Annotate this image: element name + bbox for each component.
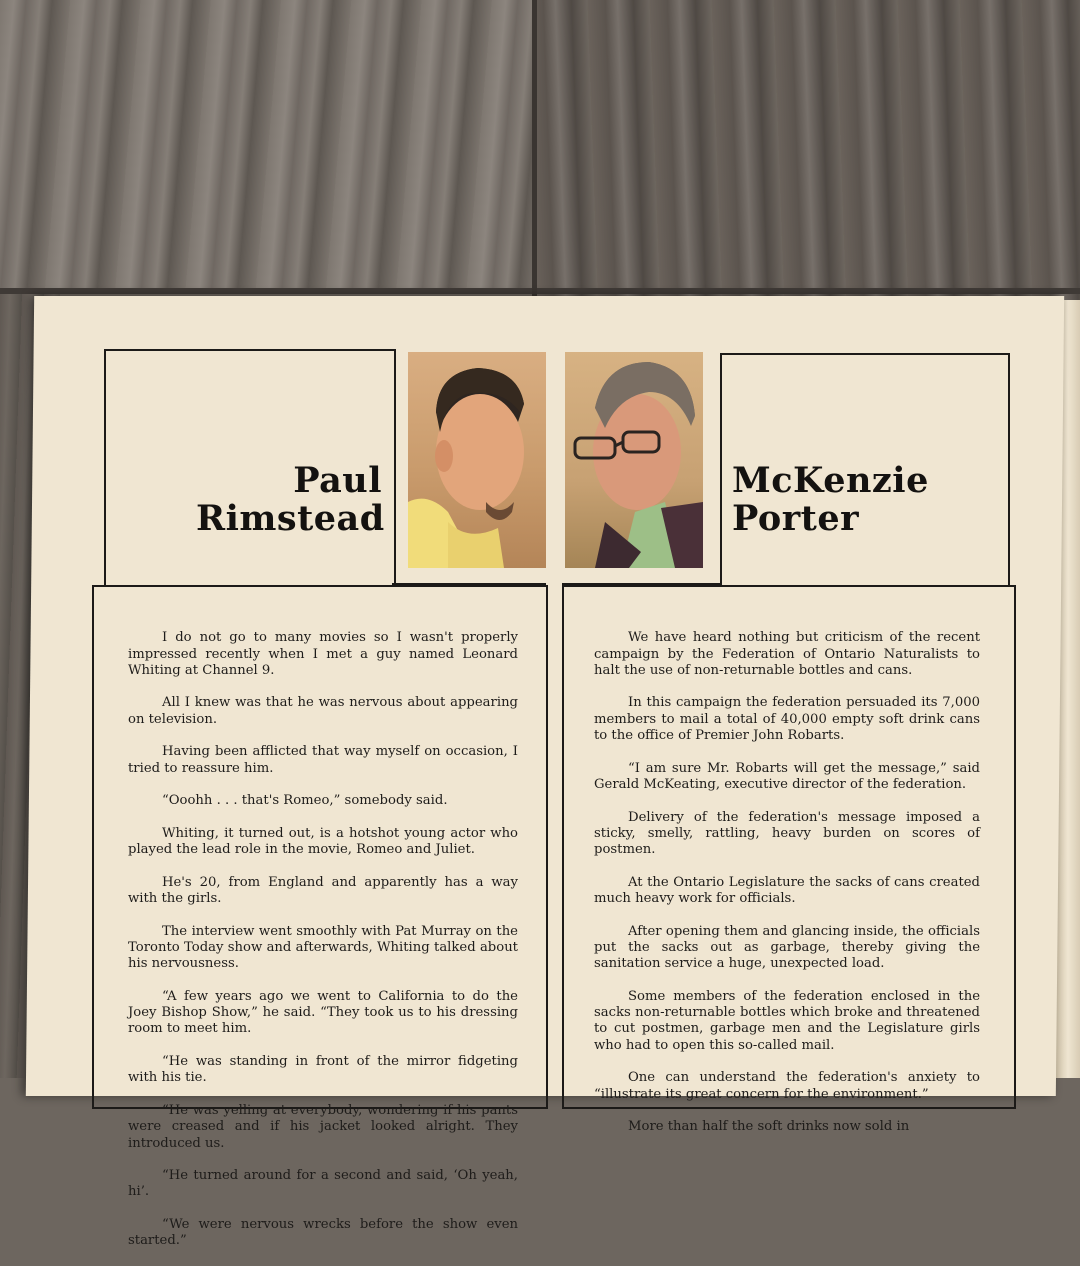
left-column-article xyxy=(128,614,518,1266)
article-paragraph: I do not go to many movies so I wasn't properly impressed recently when I met a guy named Leonard Whiting at Channel 9. xyxy=(128,630,518,678)
article-paragraph: More than half the soft drinks now sold in xyxy=(628,1119,910,1135)
article-paragraph: Having been afflicted that way myself on occasion, I tried to reassure him. xyxy=(128,744,518,776)
left-author-portrait xyxy=(408,352,546,568)
article-paragraph: Whiting, it turned out, is a hotshot young actor who played the lead role in the movie, Romeo and Juliet. xyxy=(128,825,518,858)
plank-seam xyxy=(0,288,1080,294)
article-paragraph: All I knew was that he was nervous about appearing on television. xyxy=(128,695,518,727)
right-author-first-name: McKenzie xyxy=(732,460,929,501)
article-paragraph: We have heard nothing but criticism of the recent campaign by the Federation of Ontario Naturalists to halt the use of non-returnable bottles and cans. xyxy=(594,630,980,678)
right-author-portrait xyxy=(565,352,703,568)
article-paragraph: “We were nervous wrecks before the show even started.” xyxy=(128,1216,518,1249)
article-paragraph: In this campaign the federation persuaded its 7,000 members to mail a total of 40,000 empty soft drink cans to the office of Premier John Robarts. xyxy=(594,695,980,744)
article-paragraph: “I am sure Mr. Robarts will get the message,” said Gerald McKeating, executive director of the federation. xyxy=(594,760,980,792)
article-paragraph: One can understand the federation's anxiety to “illustrate its great concern for the environment.” xyxy=(594,1070,980,1102)
article-paragraph: “A few years ago we went to California to do the Joey Bishop Show,” he said. “They took us to his dressing room to meet him. xyxy=(128,988,518,1037)
wood-plank xyxy=(0,0,532,290)
right-author-last-name: Porter xyxy=(732,498,860,539)
article-paragraph: He's 20, from England and apparently has a way with the girls. xyxy=(128,874,518,907)
article-paragraph: After opening them and glancing inside, the officials put the sacks out as garbage, thereby giving the sanitation service a huge, unexpected load. xyxy=(594,923,980,972)
article-paragraph: “He was standing in front of the mirror fidgeting with his tie. xyxy=(128,1054,518,1086)
frame-divider xyxy=(392,583,546,585)
plank-seam xyxy=(532,0,537,300)
portrait-illustration xyxy=(565,352,703,568)
article-paragraph: Delivery of the federation's message imposed a sticky, smelly, rattling, heavy burden on scores of postmen. xyxy=(594,809,980,858)
left-author-last-name: Rimstead xyxy=(196,498,385,539)
article-paragraph: The interview went smoothly with Pat Murray on the Toronto Today show and afterwards, Whiting talked about his nervousness. xyxy=(128,923,518,972)
right-column-article xyxy=(594,614,980,1152)
left-author-first-name: Paul xyxy=(293,460,382,501)
article-paragraph: “Ooohh . . . that's Romeo,” somebody said. xyxy=(162,793,448,809)
portrait-illustration xyxy=(408,352,546,568)
article-paragraph: “He was yelling at everybody, wondering if his pants were creased and if his jacket looked alright. They introduced us. xyxy=(128,1102,518,1151)
frame-divider xyxy=(562,583,722,585)
wood-plank xyxy=(536,0,1080,305)
article-paragraph: Some members of the federation enclosed in the sacks non-returnable bottles which broke and threatened to cut postmen, garbage men and the Legislature girls who had to open this so-called mail. xyxy=(594,988,980,1053)
left-author-name xyxy=(196,460,385,539)
article-paragraph: At the Ontario Legislature the sacks of cans created much heavy work for officials. xyxy=(594,874,980,907)
right-author-name xyxy=(732,462,982,538)
article-paragraph: “He turned around for a second and said, ‘Oh yeah, hi’. xyxy=(128,1168,518,1200)
